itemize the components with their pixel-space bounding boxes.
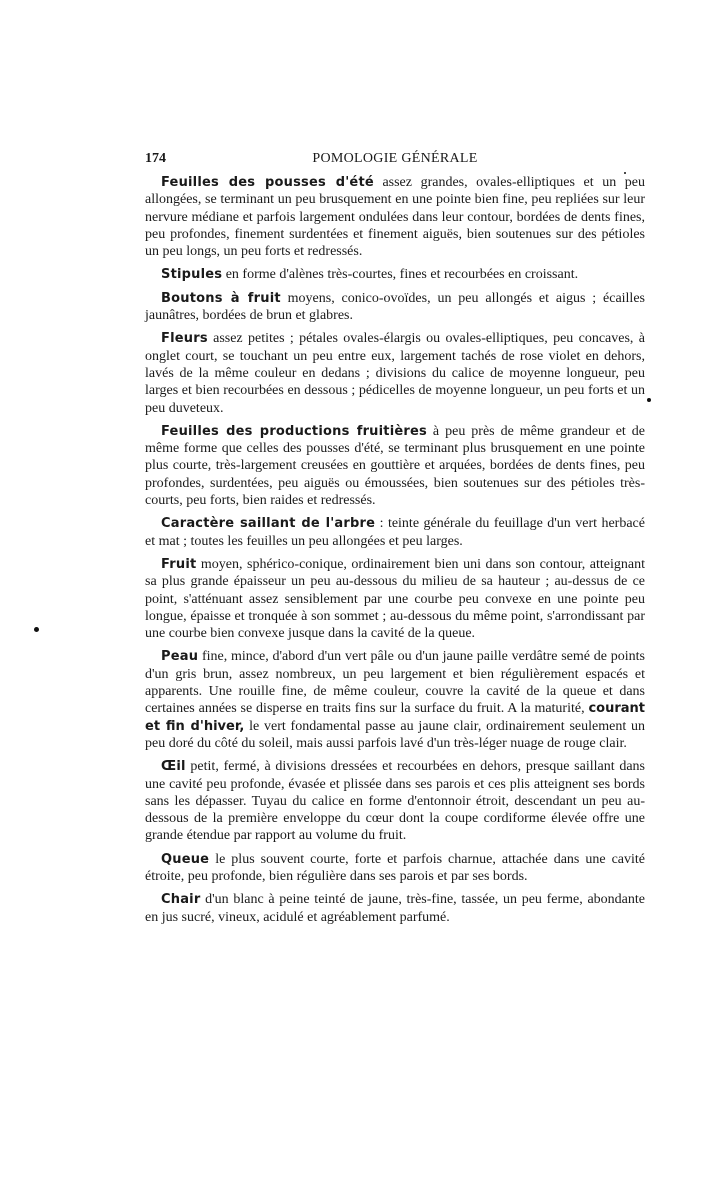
paragraph-text: en forme d'alènes très-courtes, fines et recourbées en croissant. bbox=[222, 267, 579, 283]
paragraph-text: d'un blanc à peine teinté de jaune, très-fine, tassée, un peu ferme, abondante en jus sucré, vineux, acidulé et agréablement parfumé. bbox=[145, 892, 645, 925]
paragraph-fleurs bbox=[145, 330, 645, 416]
paragraph-boutons bbox=[145, 290, 645, 325]
running-title: POMOLOGIE GÉNÉRALE bbox=[312, 151, 478, 166]
paragraph-peau bbox=[145, 648, 645, 752]
term-heading: Queue bbox=[161, 851, 210, 867]
paragraph-text-after: le vert fondamental passe au jaune clair, ordinairement seulement un peu doré du côté du soleil, mais aussi parfois lavé d'un très-léger nuage de rouge clair. bbox=[145, 718, 646, 751]
book-page bbox=[145, 150, 645, 932]
paragraph-queue bbox=[145, 851, 645, 886]
scan-speck bbox=[624, 172, 626, 174]
paragraph-text: petit, fermé, à divisions dressées et recourbées en dehors, presque saillant dans une cavité peu profonde, évasée et plissée dans ses parois et ces plis atteignent ses bords sans les dépasser. Tuyau du calice en forme d'entonnoir étroit, descendant un peu au-dessous de la première enveloppe du cœur dont la coupe cordiforme élevée offre une grande étendue par rapport au volume du fruit. bbox=[145, 759, 645, 844]
term-heading: Fleurs bbox=[161, 331, 208, 347]
paragraph-oeil bbox=[145, 758, 645, 844]
paragraph-text: à peu près de même grandeur et de même forme que celles des pousses d'été, se terminant plus brusquement en une pointe plus courte, très-largement creusées en gouttière et arquées, bordées de dents fines, peu profondes, surdentées, peu aiguës ou émoussées, bien soutenues sur des pétioles très-courts, peu forts, bien raides et redressés. bbox=[145, 423, 645, 509]
paragraph-text: fine, mince, d'abord d'un vert pâle ou d'un jaune paille verdâtre semé de points d'un gris brun, assez nombreux, un peu largement et bien régulièrement espacés et apparents. Une rouille fine, de même couleur, couvre la cavité de la queue et dans certaines années se disperse en traits fins sur la surface du fruit. A la maturité, bbox=[145, 649, 645, 717]
paragraph-text: moyen, sphérico-conique, ordinairement bien uni dans son contour, atteignant sa plus grande épaisseur un peu au-dessous du milieu de sa hauteur ; au-dessus de ce point, s'atténuant assez sensiblement par une courbe peu convexe en une pointe peu longue, épaisse et tronquée à son sommet ; au-dessous du même point, s'arrondissant par une courbe bien convexe jusque dans la cavité de la queue. bbox=[145, 556, 645, 642]
paragraph-text: moyens, conico-ovoïdes, un peu allongés et aigus ; écailles jaunâtres, bordées de brun et glabres. bbox=[145, 290, 645, 324]
term-heading: Stipules bbox=[161, 267, 223, 283]
scan-speck bbox=[34, 627, 39, 632]
paragraph-text: assez petites ; pétales ovales-élargis ou ovales-elliptiques, peu concaves, à onglet court, se touchant un peu entre eux, largement tachés de rose violet en dehors, lavés de la même couleur en dedans ; divisions du calice de moyenne longueur, peu larges et bien recourbées en dessous ; pédicelles de moyenne longueur, un peu forts et un peu duveteux. bbox=[145, 331, 645, 416]
term-heading: Feuilles des productions fruitières bbox=[161, 423, 427, 439]
paragraph-text: assez grandes, ovales-elliptiques et un peu allongées, se terminant un peu brusquement en une pointe bien fine, peu repliées sur leur nervure médiane et parfois largement ondulées dans leur contour, bordées de dents fines, peu profondes, finement surdentées et finement aiguës, bien soutenues sur des pétioles un peu longs, un peu forts et redressés. bbox=[145, 175, 645, 260]
paragraph-feuilles-productions bbox=[145, 423, 645, 509]
paragraph-caractere bbox=[145, 515, 645, 550]
paragraph-stipules bbox=[145, 266, 645, 283]
page-number: 174 bbox=[145, 151, 166, 166]
paragraph-chair bbox=[145, 891, 645, 926]
paragraph-fruit bbox=[145, 556, 645, 642]
scan-speck bbox=[647, 398, 651, 402]
term-heading: Caractère saillant de l'arbre bbox=[161, 516, 376, 532]
term-heading: Œil bbox=[161, 759, 186, 775]
paragraph-text: : teinte générale du feuillage d'un vert herbacé et mat ; toutes les feuilles un peu allongées et peu larges. bbox=[145, 516, 645, 549]
running-head bbox=[145, 150, 645, 170]
term-heading: Fruit bbox=[161, 556, 197, 572]
inline-term: courant et fin d'hiver, bbox=[145, 701, 645, 734]
term-heading: Boutons à fruit bbox=[161, 290, 281, 306]
term-heading: Peau bbox=[161, 649, 199, 665]
paragraph-feuilles-pousses bbox=[145, 174, 645, 260]
term-heading: Chair bbox=[161, 892, 201, 908]
paragraph-text: le plus souvent courte, forte et parfois charnue, attachée dans une cavité étroite, peu profonde, bien régulière dans ses parois et par ses bords. bbox=[145, 851, 645, 884]
term-heading: Feuilles des pousses d'été bbox=[161, 175, 374, 190]
